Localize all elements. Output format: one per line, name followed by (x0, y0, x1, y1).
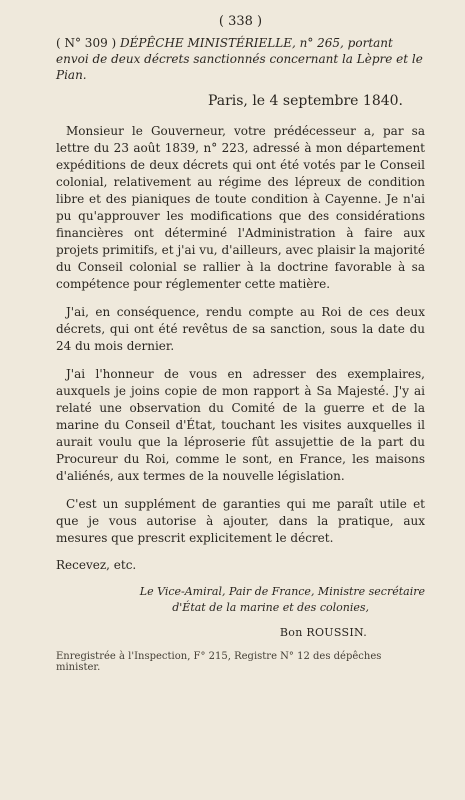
paragraph-1: Monsieur le Gouverneur, votre prédécesseur a, par sa lettre du 23 août 1839, n° 223, adressé à mon département expéditions de deux décrets qui ont été votés par le Conseil colonial, relativement au régime des lépreux de condition libre et des pianiques de toute condition à Cayenne. Je n'ai pu qu'approuver les modifications que des considérations financières ont déterminé l'Administration à faire aux projets primitifs, et j'ai vu, d'ailleurs, avec plaisir la majorité du Conseil colonial se rallier à la doctrine favorable à sa compétence pour réglementer cette matière. (56, 124, 425, 291)
signature-title-line2: d'État de la marine et des colonies, (172, 601, 369, 614)
signatory-name: Bon ROUSSIN. (279, 626, 367, 639)
dateline: Paris, le 4 septembre 1840. (207, 93, 403, 109)
signature-title-line1: Le Vice-Amiral, Pair de France, Ministre secrétaire (139, 585, 425, 598)
document-number: ( N° 309 ) (56, 36, 117, 50)
page-number: ( 338 ) (218, 14, 263, 29)
paragraph-4: C'est un supplément de garanties qui me paraît utile et que je vous autorise à ajouter, dans la pratique, aux mesures que prescrit explicitement le décret. (56, 497, 425, 545)
paragraph-2: J'ai, en conséquence, rendu compte au Roi de ces deux décrets, qui ont été revêtus de sa sanction, sous la date du 24 du mois dernier. (56, 305, 425, 353)
signature-block (56, 584, 425, 616)
registration-footer: Enregistrée à l'Inspection, F° 215, Registre N° 12 des dépêches minister. (56, 651, 382, 673)
document-header (56, 35, 425, 83)
closing-formula: Recevez, etc. (56, 558, 137, 572)
document-title: DÉPÊCHE MINISTÉRIELLE, n° 265, portant envoi de deux décrets sanctionnés concernant la Lèpre et le Pian. (56, 36, 423, 82)
paragraph-3: J'ai l'honneur de vous en adresser des exemplaires, auxquels je joins copie de mon rapport à Sa Majesté. J'y ai relaté une observation du Comité de la guerre et de la marine du Conseil d'État, touchant les visites auxquelles il aurait voulu que la léproserie fût assujettie de la part du Procureur du Roi, comme le sont, en France, les maisons d'aliénés, aux termes de la nouvelle législation. (56, 367, 425, 483)
